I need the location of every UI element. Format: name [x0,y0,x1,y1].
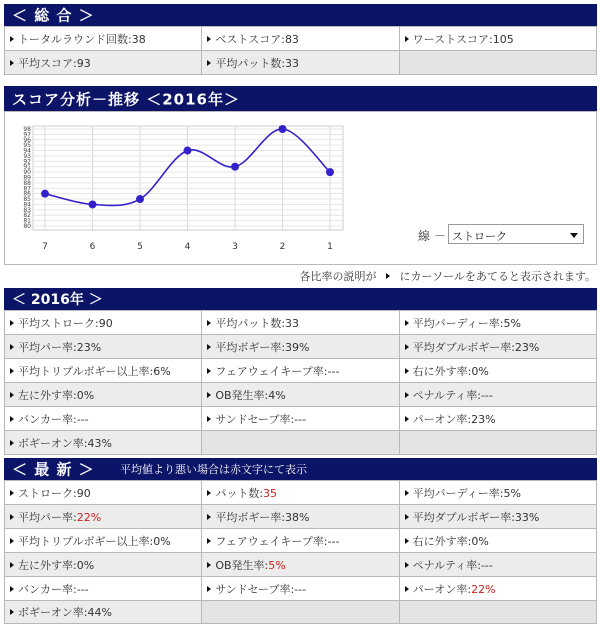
y-tick-label: 87 [23,185,31,193]
stat-cell[interactable] [5,529,202,553]
stat-cell[interactable] [5,601,202,624]
triangle-right-icon [405,368,409,374]
triangle-right-icon [207,392,211,398]
stat-value: 33% [514,510,540,524]
stat-value: 23% [514,340,540,354]
stat-label: ボギーオン率: [18,436,88,450]
stat-label: パーオン率: [412,412,472,426]
triangle-right-icon [405,392,409,398]
stat-cell[interactable] [202,505,399,529]
stat-label: バンカー率: [18,582,77,596]
stat-value: 33 [285,56,300,70]
stat-value: 0% [471,364,489,378]
triangle-right-icon [10,490,14,496]
stat-label: 平均パー率: [18,510,77,524]
stat-label: 平均パー率: [18,340,77,354]
triangle-right-icon [207,490,211,496]
stat-cell[interactable] [5,335,202,359]
triangle-right-icon [207,538,211,544]
stats-row [5,335,597,359]
triangle-right-icon [207,344,211,350]
triangle-right-icon [405,36,409,42]
x-tick-label: 3 [232,242,238,252]
stat-cell[interactable] [202,407,399,431]
stat-label: ベストスコア: [215,32,285,46]
stat-label: フェアウェイキープ率: [215,534,328,548]
y-tick-label: 88 [23,179,31,187]
stat-value: 0% [471,534,489,548]
stat-value: --- [327,534,340,548]
latest-stats-table [4,480,597,624]
stat-value: 90 [98,316,113,330]
stat-cell[interactable] [399,481,596,505]
stats-row [5,553,597,577]
stats-row [5,311,597,335]
triangle-right-icon [10,392,14,398]
summary-header [4,4,597,26]
y-tick-label: 94 [23,147,31,155]
data-point [326,168,334,176]
empty-cell [399,601,596,624]
x-tick-label: 6 [89,242,96,252]
data-point [184,147,192,155]
stat-value: 38 [131,32,146,46]
latest-header [4,458,597,480]
stat-label: ストローク: [18,486,77,500]
stats-row [5,431,597,455]
stat-value: --- [327,364,340,378]
stat-value: 0% [76,388,95,402]
stat-value: --- [294,582,307,596]
stat-cell[interactable] [202,383,399,407]
y-tick-label: 86 [23,190,31,198]
y-tick-label: 90 [23,169,31,177]
year-stats-table [4,310,597,455]
stat-value: 23% [471,412,496,426]
stat-label: 平均パット数: [215,316,286,330]
stat-label: 右に外す率: [412,364,472,378]
line-select-label: 線 － [418,229,446,243]
triangle-right-icon [10,60,14,66]
stat-value: 35 [263,486,278,500]
stat-value: --- [76,582,89,596]
empty-cell [399,51,596,75]
triangle-right-icon [10,586,14,592]
stat-value: 105 [492,32,514,46]
stat-label: ペナルティ率: [412,558,481,572]
y-tick-label: 96 [23,136,31,144]
stat-cell[interactable] [399,335,596,359]
stats-row [5,529,597,553]
y-tick-label: 97 [23,131,31,139]
stat-cell[interactable] [399,407,596,431]
stat-value: 5% [268,558,286,572]
stats-row [5,27,597,51]
stat-cell[interactable] [399,359,596,383]
stat-label: 平均バーディー率: [412,316,504,330]
stat-label: 平均ダブルボギー率: [412,340,515,354]
y-tick-label: 82 [23,212,31,220]
stat-cell[interactable] [202,529,399,553]
x-tick-label: 7 [42,242,48,252]
stat-cell[interactable] [399,383,596,407]
stats-row [5,383,597,407]
triangle-right-icon [405,416,409,422]
empty-cell [202,431,399,455]
data-point [231,163,239,171]
data-point [136,195,144,203]
triangle-right-icon [207,320,211,326]
x-tick-label: 4 [184,242,191,252]
stat-cell[interactable] [5,359,202,383]
stat-label: OB発生率: [215,388,269,402]
latest-note: 平均値より悪い場合は赤文字にて表示 [120,463,307,476]
ratio-help-text: 各比率の説明が にカーソールをあてると表示されます。 [299,270,596,283]
stat-value: 5% [503,316,521,330]
stats-row [5,359,597,383]
year-title: ＜ 2016年 ＞ [12,292,103,308]
x-tick-label: 1 [327,242,333,252]
stat-value: 39% [285,340,310,354]
triangle-right-icon [207,586,211,592]
stat-label: パーオン率: [412,582,472,596]
triangle-right-icon [10,538,14,544]
stat-cell[interactable] [202,27,399,51]
stat-cell[interactable] [202,577,399,601]
stat-cell[interactable] [5,577,202,601]
empty-cell [202,601,399,624]
stat-label: 平均スコア: [18,56,77,70]
year-header [4,288,597,310]
stat-label: ワーストスコア: [412,32,493,46]
stat-label: サンドセーブ率: [215,582,295,596]
stat-value: 90 [76,486,91,500]
stat-label: ペナルティ率: [412,388,481,402]
stat-cell[interactable] [202,481,399,505]
stat-label: 左に外す率: [18,558,77,572]
triangle-right-icon [207,368,211,374]
y-tick-label: 89 [23,174,31,182]
stat-label: フェアウェイキープ率: [215,364,328,378]
y-tick-label: 84 [23,201,31,209]
stat-cell[interactable] [399,529,596,553]
line-type-select[interactable] [448,224,584,244]
analysis-header [4,86,597,111]
stat-cell[interactable] [202,311,399,335]
x-tick-label: 2 [279,242,286,252]
stat-value: 22% [76,510,102,524]
stat-value: 33 [285,316,300,330]
stat-value: 22% [471,582,496,596]
x-tick-label: 5 [137,242,143,252]
stats-row [5,577,597,601]
stat-value: --- [480,388,493,402]
stats-row [5,601,597,624]
stat-value: 5% [503,486,521,500]
summary-title: ＜ 総 合 ＞ [12,6,95,25]
stat-label: 平均トリプルボギー以上率: [18,364,154,378]
stats-row [5,51,597,75]
triangle-right-icon [405,320,409,326]
analysis-title: スコア分析－推移 ＜2016年＞ [12,90,240,108]
stat-cell[interactable] [202,51,399,75]
stat-value: --- [76,412,89,426]
stat-value: 4% [268,388,286,402]
stat-cell[interactable] [399,553,596,577]
stat-value: 44% [87,606,112,619]
stat-cell[interactable] [399,577,596,601]
stat-cell[interactable] [202,359,399,383]
data-point [89,200,97,208]
triangle-right-icon [10,344,14,350]
triangle-right-icon [386,273,390,279]
triangle-right-icon [207,36,211,42]
stat-cell[interactable] [399,311,596,335]
triangle-right-icon [10,514,14,520]
stat-label: サンドセーブ率: [215,412,295,426]
line-type-value: ストローク [452,230,507,243]
latest-title: ＜ 最 新 ＞ [12,460,95,479]
y-tick-label: 80 [23,223,31,230]
stat-label: 平均パット数: [215,56,286,70]
stat-cell[interactable] [5,51,202,75]
stat-value: 83 [284,32,299,46]
stat-cell[interactable] [5,383,202,407]
stat-cell[interactable] [5,505,202,529]
stat-value: 43% [87,436,112,450]
triangle-right-icon [405,586,409,592]
stat-cell[interactable] [5,311,202,335]
triangle-right-icon [207,562,211,568]
triangle-right-icon [10,562,14,568]
stat-label: 平均トリプルボギー以上率: [18,534,154,548]
y-tick-label: 93 [23,152,31,160]
stat-label: 左に外す率: [18,388,77,402]
y-tick-label: 92 [23,158,31,166]
stat-label: 平均バーディー率: [412,486,504,500]
stat-label: パット数: [215,486,264,500]
triangle-right-icon [10,320,14,326]
stat-cell[interactable] [399,505,596,529]
stat-cell[interactable] [399,27,596,51]
triangle-right-icon [405,562,409,568]
stat-cell[interactable] [5,553,202,577]
triangle-right-icon [10,609,14,615]
stat-value: 93 [76,56,91,70]
stat-value: --- [294,412,307,426]
stat-value: 38% [285,510,310,524]
triangle-right-icon [207,60,211,66]
triangle-right-icon [10,368,14,374]
stat-label: 平均ボギー率: [215,340,286,354]
data-point [279,125,287,133]
triangle-right-icon [10,36,14,42]
triangle-right-icon [207,416,211,422]
stat-label: バンカー率: [18,412,77,426]
stat-value: 6% [153,364,171,378]
triangle-right-icon [405,514,409,520]
stat-label: 右に外す率: [412,534,472,548]
empty-cell [399,431,596,455]
stat-label: トータルラウンド回数: [18,32,132,46]
stats-row [5,505,597,529]
stat-cell[interactable] [202,553,399,577]
triangle-right-icon [405,344,409,350]
data-point [41,190,49,198]
stat-cell[interactable] [5,481,202,505]
y-tick-label: 81 [23,217,31,225]
triangle-right-icon [207,514,211,520]
triangle-right-icon [10,416,14,422]
y-tick-label: 95 [23,142,31,150]
summary-table [4,26,597,75]
triangle-right-icon [10,440,14,446]
stat-label: OB発生率: [215,558,269,572]
stats-row [5,407,597,431]
y-tick-label: 85 [23,196,31,204]
y-tick-label: 98 [23,126,31,133]
chevron-down-icon [570,233,578,238]
stat-cell[interactable] [5,27,202,51]
stat-cell[interactable] [5,431,202,455]
stat-label: 平均ダブルボギー率: [412,510,515,524]
triangle-right-icon [405,538,409,544]
y-tick-label: 91 [23,163,31,171]
stat-label: 平均ボギー率: [215,510,286,524]
stat-cell[interactable] [202,335,399,359]
stat-label: 平均ストローク: [18,316,99,330]
stat-value: 0% [76,558,95,572]
stat-value: 23% [76,340,102,354]
stats-row [5,481,597,505]
stat-value: --- [480,558,493,572]
stat-value: 0% [153,534,171,548]
stat-cell[interactable] [5,407,202,431]
triangle-right-icon [405,490,409,496]
stat-label: ボギーオン率: [18,606,88,619]
y-tick-label: 83 [23,206,31,214]
